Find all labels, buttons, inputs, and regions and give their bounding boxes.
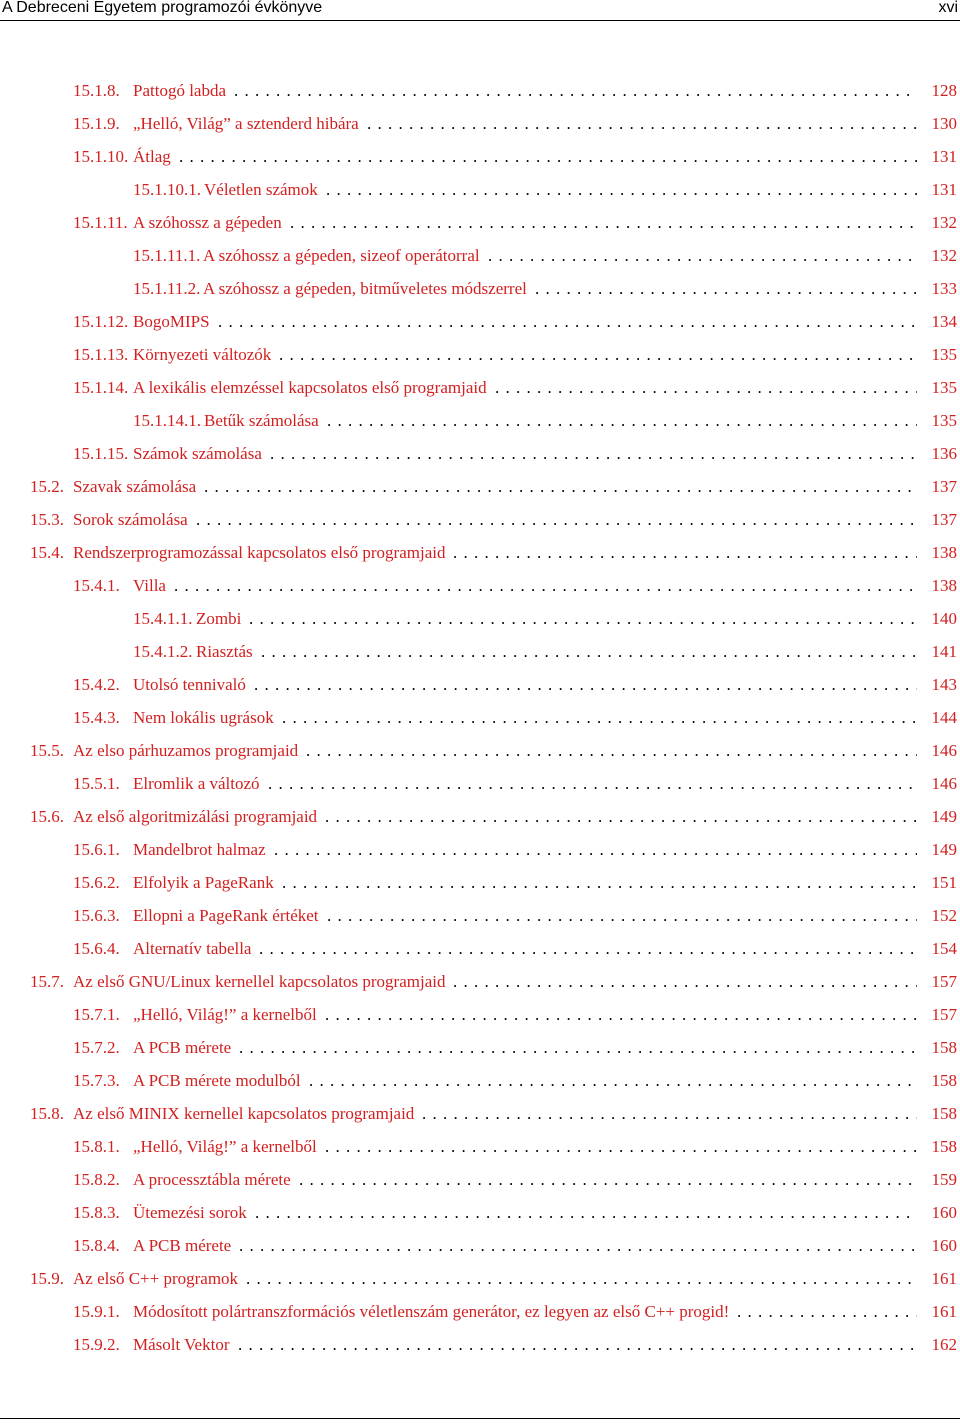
toc-entry-title: A szóhossz a gépeden, bitműveletes módszerrel: [203, 279, 527, 298]
toc-entry[interactable]: [0, 74, 957, 107]
toc-entry-number: 15.6.3.: [73, 906, 120, 925]
toc-entry-number: 15.1.8.: [73, 81, 120, 100]
toc-entry-number: 15.1.14.1.: [133, 411, 201, 430]
toc-entry-number: 15.1.12.: [73, 312, 129, 331]
toc-entry-title: Pattogó labda: [133, 81, 227, 100]
page-number: xvi: [938, 0, 958, 16]
toc-leader-dots: [274, 833, 917, 866]
toc-entry-title: Másolt Vektor: [133, 1335, 230, 1354]
toc-entry-page: 143: [931, 675, 957, 694]
toc-entry-title: Villa: [133, 576, 166, 595]
toc-entry-number: 15.1.15.: [73, 444, 129, 463]
toc-leader-dots: [453, 536, 917, 569]
toc-leader-dots: [279, 338, 917, 371]
toc-entry-page: 157: [931, 1005, 957, 1024]
toc-leader-dots: [268, 767, 917, 800]
toc-entry-page: 157: [931, 972, 957, 991]
toc-entry-page: 158: [931, 1137, 957, 1156]
toc-entry-page: 133: [931, 279, 957, 298]
toc-entry[interactable]: [0, 1262, 957, 1295]
toc-leader-dots: [261, 635, 917, 668]
toc-leader-dots: [218, 305, 917, 338]
toc-entry-number: 15.9.2.: [73, 1335, 120, 1354]
toc-entry-title: Elromlik a változó: [133, 774, 260, 793]
toc-leader-dots: [174, 569, 917, 602]
book-title: A Debreceni Egyetem programozói évkönyve: [2, 0, 323, 16]
toc-leader-dots: [325, 998, 917, 1031]
toc-entry-page: 140: [931, 609, 957, 628]
toc-entry-number: 15.7.2.: [73, 1038, 120, 1057]
toc-entry-title: Az első MINIX kernellel kapcsolatos programjaid: [73, 1104, 415, 1123]
toc-entry-number: 15.1.11.: [73, 213, 128, 232]
toc-entry-title: Ütemezési sorok: [133, 1203, 247, 1222]
footer-rule: [0, 1418, 960, 1419]
toc-entry-title: Utolsó tennivaló: [133, 675, 246, 694]
toc-entry-page: 135: [931, 411, 957, 430]
toc-entry-page: 130: [931, 114, 957, 133]
toc-entry-page: 132: [931, 213, 957, 232]
toc-entry-number: 15.5.: [30, 741, 64, 760]
toc-leader-dots: [239, 1031, 917, 1064]
toc-entry-number: 15.7.: [30, 972, 64, 991]
toc-entry-title: Környezeti változók: [133, 345, 272, 364]
toc-leader-dots: [234, 74, 917, 107]
toc-entry-page: 146: [931, 741, 957, 760]
toc-entry[interactable]: [0, 602, 957, 635]
toc-leader-dots: [246, 1262, 917, 1295]
toc-entry[interactable]: [0, 404, 957, 437]
toc-leader-dots: [367, 107, 917, 140]
toc-entry-number: 15.1.14.: [73, 378, 129, 397]
toc-entry-number: 15.1.10.1.: [133, 180, 201, 199]
toc-entry[interactable]: [0, 899, 957, 932]
toc-leader-dots: [259, 932, 917, 965]
toc-leader-dots: [255, 1196, 917, 1229]
toc-entry[interactable]: [0, 932, 957, 965]
toc-entry[interactable]: [0, 107, 957, 140]
toc-entry-number: 15.1.13.: [73, 345, 129, 364]
toc-entry[interactable]: [0, 305, 957, 338]
toc-leader-dots: [488, 239, 917, 272]
toc-entry-number: 15.7.3.: [73, 1071, 120, 1090]
toc-entry-number: 15.5.1.: [73, 774, 120, 793]
toc-entry-number: 15.4.: [30, 543, 64, 562]
toc-leader-dots: [325, 1130, 917, 1163]
toc-entry-title: A szóhossz a gépeden, sizeof operátorral: [203, 246, 480, 265]
toc-entry-title: Elfolyik a PageRank: [133, 873, 274, 892]
toc-entry-page: 141: [931, 642, 957, 661]
toc-leader-dots: [325, 800, 917, 833]
toc-entry[interactable]: [0, 998, 957, 1031]
toc-leader-dots: [327, 404, 917, 437]
toc-entry-title: „Helló, Világ!” a kernelből: [133, 1137, 317, 1156]
toc-entry-title: Sorok számolása: [73, 510, 188, 529]
toc-entry[interactable]: [0, 371, 957, 404]
toc-entry-page: 159: [931, 1170, 957, 1189]
toc-leader-dots: [249, 602, 917, 635]
toc-leader-dots: [282, 701, 917, 734]
toc-entry-page: 151: [931, 873, 957, 892]
toc-entry[interactable]: [0, 173, 957, 206]
toc-leader-dots: [196, 503, 917, 536]
toc-entry[interactable]: [0, 866, 957, 899]
toc-entry[interactable]: [0, 569, 957, 602]
toc-entry-page: 134: [931, 312, 957, 331]
running-header: [0, 0, 960, 20]
toc-entry-page: 132: [931, 246, 957, 265]
toc-entry[interactable]: [0, 503, 957, 536]
toc-entry-number: 15.7.1.: [73, 1005, 120, 1024]
toc-entry-page: 135: [931, 345, 957, 364]
toc-entry[interactable]: [0, 140, 957, 173]
toc-entry-number: 15.6.: [30, 807, 64, 826]
toc-entry[interactable]: [0, 965, 957, 998]
toc-leader-dots: [290, 206, 917, 239]
toc-entry-page: 149: [931, 840, 957, 859]
toc-entry[interactable]: [0, 668, 957, 701]
toc-entry[interactable]: [0, 1031, 957, 1064]
toc-entry-title: Alternatív tabella: [133, 939, 252, 958]
toc-entry[interactable]: [0, 206, 957, 239]
toc-entry[interactable]: [0, 800, 957, 833]
toc-entry-title: „Helló, Világ!” a kernelből: [133, 1005, 317, 1024]
toc-entry-page: 146: [931, 774, 957, 793]
toc-entry-number: 15.2.: [30, 477, 64, 496]
toc-entry[interactable]: [0, 701, 957, 734]
toc-entry-title: Betűk számolása: [204, 411, 319, 430]
toc-entry-title: Riasztás: [196, 642, 253, 661]
toc-leader-dots: [238, 1328, 917, 1361]
toc-entry-page: 135: [931, 378, 957, 397]
toc-entry-title: Módosított polártranszformációs véletlenszám generátor, ez legyen az első C++ progid!: [133, 1302, 730, 1321]
toc-leader-dots: [737, 1295, 917, 1328]
toc-entry-number: 15.3.: [30, 510, 64, 529]
toc-entry-title: Az első GNU/Linux kernellel kapcsolatos programjaid: [73, 972, 446, 991]
toc-entry-title: BogoMIPS: [133, 312, 210, 331]
toc-leader-dots: [327, 899, 917, 932]
toc-leader-dots: [535, 272, 917, 305]
toc-entry-title: A PCB mérete: [133, 1236, 232, 1255]
toc-entry[interactable]: [0, 734, 957, 767]
toc-entry[interactable]: [0, 1196, 957, 1229]
toc-leader-dots: [270, 437, 917, 470]
toc-entry-page: 158: [931, 1071, 957, 1090]
toc-entry[interactable]: [0, 536, 957, 569]
toc-entry-page: 138: [931, 543, 957, 562]
toc-entry-number: 15.6.4.: [73, 939, 120, 958]
toc-entry-title: A PCB mérete: [133, 1038, 232, 1057]
toc-leader-dots: [239, 1229, 917, 1262]
toc-entry[interactable]: [0, 272, 957, 305]
toc-entry-title: Ellopni a PageRank értéket: [133, 906, 319, 925]
toc-entry-page: 160: [931, 1203, 957, 1222]
toc-entry-page: 138: [931, 576, 957, 595]
toc-entry-page: 158: [931, 1038, 957, 1057]
toc-entry-title: A lexikális elemzéssel kapcsolatos első programjaid: [133, 378, 487, 397]
toc-entry-page: 161: [931, 1302, 957, 1321]
toc-entry-page: 131: [931, 147, 957, 166]
toc-leader-dots: [309, 1064, 917, 1097]
toc-entry-number: 15.4.1.1.: [133, 609, 193, 628]
toc-entry-page: 136: [931, 444, 957, 463]
toc-entry-page: 162: [931, 1335, 957, 1354]
toc-entry-title: Véletlen számok: [204, 180, 318, 199]
toc-entry[interactable]: [0, 833, 957, 866]
toc-leader-dots: [453, 965, 917, 998]
toc-entry[interactable]: [0, 767, 957, 800]
toc-entry-title: Rendszerprogramozással kapcsolatos első programjaid: [73, 543, 446, 562]
toc-leader-dots: [422, 1097, 917, 1130]
toc-entry-title: Számok számolása: [133, 444, 262, 463]
toc-entry-page: 154: [931, 939, 957, 958]
toc-entry[interactable]: [0, 1130, 957, 1163]
toc-leader-dots: [299, 1163, 917, 1196]
toc-entry-number: 15.8.1.: [73, 1137, 120, 1156]
toc-entry-title: Az első algoritmizálási programjaid: [73, 807, 318, 826]
toc-entry[interactable]: [0, 1163, 957, 1196]
toc-entry[interactable]: [0, 1229, 957, 1262]
header-rule: [0, 20, 960, 21]
toc-entry-number: 15.6.1.: [73, 840, 120, 859]
toc-entry-number: 15.8.2.: [73, 1170, 120, 1189]
toc-entry[interactable]: [0, 437, 957, 470]
toc-entry-page: 144: [931, 708, 957, 727]
toc-entry-number: 15.1.9.: [73, 114, 120, 133]
toc-entry-number: 15.8.: [30, 1104, 64, 1123]
toc-entry-title: A szóhossz a gépeden: [133, 213, 282, 232]
toc-entry-title: A processztábla mérete: [133, 1170, 291, 1189]
toc-entry-page: 137: [931, 477, 957, 496]
toc-entry-title: A PCB mérete modulból: [133, 1071, 301, 1090]
toc-entry[interactable]: [0, 635, 957, 668]
toc-entry-number: 15.1.11.1.: [133, 246, 201, 265]
toc-entry-number: 15.1.10.: [73, 147, 129, 166]
toc-leader-dots: [179, 140, 917, 173]
toc-entry-page: 152: [931, 906, 957, 925]
toc-entry-title: Zombi: [196, 609, 242, 628]
toc-entry-number: 15.4.3.: [73, 708, 120, 727]
toc-entry-title: Nem lokális ugrások: [133, 708, 274, 727]
toc-entry-number: 15.8.4.: [73, 1236, 120, 1255]
toc-entry-page: 149: [931, 807, 957, 826]
toc-entry-number: 15.4.1.: [73, 576, 120, 595]
toc-leader-dots: [306, 734, 917, 767]
toc-entry-page: 161: [931, 1269, 957, 1288]
toc-entry-page: 160: [931, 1236, 957, 1255]
toc-entry-page: 131: [931, 180, 957, 199]
toc-entry-number: 15.9.: [30, 1269, 64, 1288]
toc-entry[interactable]: [0, 338, 957, 371]
toc-leader-dots: [282, 866, 917, 899]
toc-entry[interactable]: [0, 1295, 957, 1328]
toc-entry-number: 15.9.1.: [73, 1302, 120, 1321]
toc-leader-dots: [326, 173, 917, 206]
toc-entry-title: Mandelbrot halmaz: [133, 840, 266, 859]
toc-leader-dots: [495, 371, 917, 404]
toc-entry-number: 15.1.11.2.: [133, 279, 201, 298]
toc-entry-title: „Helló, Világ” a sztenderd hibára: [133, 114, 359, 133]
toc-entry-page: 137: [931, 510, 957, 529]
toc-entry-number: 15.6.2.: [73, 873, 120, 892]
toc-entry-title: Átlag: [133, 147, 171, 166]
toc-entry-page: 158: [931, 1104, 957, 1123]
toc-entry-title: Szavak számolása: [73, 477, 197, 496]
toc-entry[interactable]: [0, 470, 957, 503]
toc-leader-dots: [204, 470, 917, 503]
toc-entry[interactable]: [0, 1064, 957, 1097]
toc-entry-title: Az elso párhuzamos programjaid: [73, 741, 299, 760]
toc-entry-number: 15.4.1.2.: [133, 642, 193, 661]
toc-entry[interactable]: [0, 239, 957, 272]
toc-entry-page: 128: [931, 81, 957, 100]
toc-entry[interactable]: [0, 1328, 957, 1361]
toc-leader-dots: [254, 668, 917, 701]
toc-entry[interactable]: [0, 1097, 957, 1130]
toc-entry-number: 15.4.2.: [73, 675, 120, 694]
toc-entry-number: 15.8.3.: [73, 1203, 120, 1222]
toc-entry-title: Az első C++ programok: [73, 1269, 239, 1288]
